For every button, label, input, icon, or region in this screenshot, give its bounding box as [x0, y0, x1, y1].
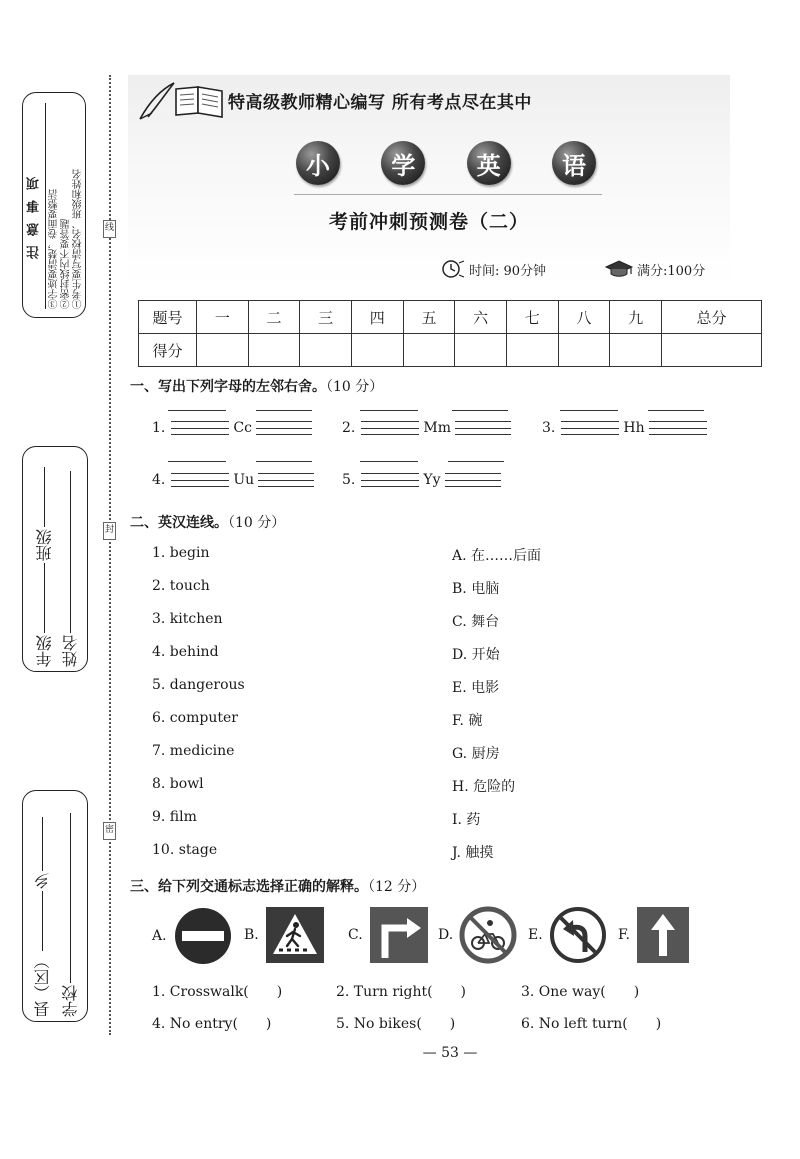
- traffic-signs: [152, 906, 712, 966]
- county-blank[interactable]: [42, 891, 43, 951]
- sign-letter: B.: [244, 927, 259, 943]
- match-right-item[interactable]: I. 药: [452, 812, 481, 828]
- score-table: [138, 300, 762, 367]
- letter-blank[interactable]: [168, 410, 226, 411]
- section3-title: [130, 876, 425, 896]
- section3-points: （12 分）: [368, 879, 426, 895]
- given-letter: Uu: [233, 472, 255, 488]
- given-letter: Cc: [233, 420, 252, 436]
- table-header-cell: 二: [248, 301, 300, 334]
- letter-blank[interactable]: [171, 473, 229, 487]
- grade-blank[interactable]: [44, 563, 45, 633]
- class-blank[interactable]: [44, 467, 45, 527]
- school-blank[interactable]: [70, 813, 71, 983]
- item-number: 2.: [342, 420, 356, 436]
- match-left-item[interactable]: 7. medicine: [152, 743, 235, 759]
- item-number: 3.: [542, 420, 556, 436]
- sign-c: [348, 906, 429, 964]
- exam-header: [128, 75, 730, 285]
- title-char: 英: [467, 141, 511, 185]
- school-field[interactable]: [59, 797, 82, 1017]
- match-left-item[interactable]: 3. kitchen: [152, 611, 223, 627]
- item-number: 5.: [342, 472, 356, 488]
- time-text: 时间: 90分钟: [469, 263, 547, 279]
- book-quill-icon: [136, 79, 226, 123]
- letter-blank[interactable]: [361, 421, 419, 435]
- table-header-cell: 八: [558, 301, 610, 334]
- match-left-item[interactable]: 10. stage: [152, 842, 218, 858]
- letter-item: [342, 470, 501, 490]
- letter-blank[interactable]: [361, 473, 419, 487]
- seal-mark: 封: [103, 522, 116, 540]
- score-cell[interactable]: [558, 334, 610, 367]
- section1-title-text: 一、写出下列字母的左邻右舍。: [130, 379, 326, 395]
- school-label: 学校: [61, 985, 80, 1017]
- section2-title: [130, 512, 285, 532]
- sign-question[interactable]: 1. Crosswalk( ): [152, 984, 283, 1000]
- letter-item: [152, 470, 314, 490]
- match-left-item[interactable]: 9. film: [152, 809, 197, 825]
- score-cell[interactable]: [300, 334, 352, 367]
- table-header-cell: 四: [351, 301, 403, 334]
- sign-e: [528, 906, 607, 964]
- score-info: [604, 259, 705, 279]
- score-cell[interactable]: [403, 334, 455, 367]
- time-info: [440, 259, 546, 279]
- clock-icon: [440, 259, 466, 279]
- sign-letter: A.: [152, 928, 167, 944]
- table-row: [139, 301, 762, 334]
- sign-question[interactable]: 4. No entry( ): [152, 1016, 272, 1032]
- score-cell[interactable]: [197, 334, 249, 367]
- exam-subtitle: 考前冲刺预测卷（二）: [328, 211, 529, 233]
- grade-label: 年级: [35, 635, 54, 667]
- match-left-item[interactable]: 2. touch: [152, 578, 210, 594]
- section1-title: [130, 376, 383, 396]
- given-letter: Yy: [423, 472, 441, 488]
- header-slogan: 特高级教师精心编写 所有考点尽在其中: [228, 93, 532, 113]
- table-header-cell: 三: [300, 301, 352, 334]
- letter-blank[interactable]: [171, 421, 229, 435]
- letter-blank[interactable]: [360, 461, 418, 462]
- sign-question[interactable]: 6. No left turn( ): [521, 1016, 662, 1032]
- turn-right-sign-icon: [369, 906, 429, 964]
- letter-blank[interactable]: [648, 410, 704, 411]
- given-letter: Hh: [623, 420, 645, 436]
- match-right-item[interactable]: E. 电影: [452, 680, 500, 696]
- sign-letter: E.: [528, 927, 543, 943]
- no-bikes-sign-icon: [459, 906, 517, 964]
- grade-class-field[interactable]: [33, 453, 56, 667]
- section1-points: （10 分）: [326, 379, 384, 395]
- table-header-cell: 题号: [139, 301, 197, 334]
- letter-blank[interactable]: [360, 410, 418, 411]
- item-number: 4.: [152, 472, 166, 488]
- table-row: [139, 334, 762, 367]
- letter-blank[interactable]: [445, 473, 501, 487]
- match-left-item[interactable]: 1. begin: [152, 545, 210, 561]
- match-right-item[interactable]: B. 电脑: [452, 581, 500, 597]
- seal-mark: 密: [103, 822, 116, 840]
- sign-b: [244, 906, 325, 964]
- letter-blank[interactable]: [256, 461, 312, 462]
- letter-blank[interactable]: [448, 461, 504, 462]
- town-label: 乡: [33, 873, 52, 889]
- notice-title: 注意事项: [27, 167, 42, 259]
- letter-item: [542, 418, 707, 438]
- sign-question[interactable]: 3. One way( ): [521, 984, 640, 1000]
- no-left-turn-sign-icon: [549, 906, 607, 964]
- page-number: — 53 —: [422, 1045, 478, 1061]
- sign-f: [618, 906, 690, 964]
- sign-question[interactable]: 5. No bikes( ): [336, 1016, 456, 1032]
- letter-blank[interactable]: [452, 410, 508, 411]
- one-way-sign-icon: [636, 906, 690, 964]
- letter-blank[interactable]: [560, 410, 618, 411]
- title-char: 小: [296, 141, 340, 185]
- notice-divider: [45, 103, 46, 309]
- match-left-item[interactable]: 4. behind: [152, 644, 219, 660]
- match-right-item[interactable]: J. 触摸: [452, 845, 494, 861]
- county-label: 县（区）: [33, 953, 52, 1017]
- title-char: 学: [381, 141, 425, 185]
- notice-item: ①考生要写清校名、班级和姓名: [73, 169, 84, 309]
- title-divider: [294, 194, 602, 195]
- match-right-item[interactable]: H. 危险的: [452, 779, 516, 795]
- score-row-label: 得分: [139, 334, 197, 367]
- sign-letter: F.: [618, 927, 630, 943]
- given-letter: Mm: [423, 420, 451, 436]
- table-header-cell: 七: [506, 301, 558, 334]
- graduation-cap-icon: [604, 259, 634, 279]
- score-cell[interactable]: [610, 334, 662, 367]
- notice-item: ③字迹要清楚，卷面要整洁: [49, 189, 60, 309]
- score-cell[interactable]: [661, 334, 761, 367]
- letter-blank[interactable]: [256, 421, 312, 435]
- sign-a: [152, 906, 233, 966]
- match-left-item[interactable]: 8. bowl: [152, 776, 204, 792]
- seal-mark: 线: [103, 220, 116, 238]
- name-blank[interactable]: [70, 471, 71, 633]
- match-right-item[interactable]: C. 舞台: [452, 614, 500, 630]
- letter-blank[interactable]: [256, 410, 312, 411]
- town-blank[interactable]: [42, 817, 43, 871]
- score-cell[interactable]: [455, 334, 507, 367]
- table-header-cell: 一: [197, 301, 249, 334]
- score-cell[interactable]: [248, 334, 300, 367]
- notice-box: [22, 92, 86, 318]
- notice-item: ②密封线内不要答题: [61, 219, 72, 309]
- section2-points: （10 分）: [228, 515, 286, 531]
- class-label: 班级: [35, 529, 54, 561]
- match-right-item[interactable]: D. 开始: [452, 647, 500, 663]
- letter-blank[interactable]: [258, 473, 314, 487]
- crosswalk-sign-icon: [265, 906, 325, 964]
- match-left-item[interactable]: 6. computer: [152, 710, 238, 726]
- letter-blank[interactable]: [455, 421, 511, 435]
- title-char: 语: [552, 141, 596, 185]
- letter-blank[interactable]: [168, 461, 226, 462]
- section3-title-text: 三、给下列交通标志选择正确的解释。: [130, 879, 368, 895]
- title-row: [296, 141, 596, 185]
- seal-line: [109, 75, 111, 1035]
- table-header-cell: 六: [455, 301, 507, 334]
- sign-letter: C.: [348, 927, 363, 943]
- score-cell[interactable]: [351, 334, 403, 367]
- match-right-item[interactable]: A. 在……后面: [452, 548, 542, 564]
- letter-item: [152, 418, 312, 438]
- county-town-field[interactable]: [31, 797, 54, 1017]
- sign-question[interactable]: 2. Turn right( ): [336, 984, 467, 1000]
- county-school-box: [22, 790, 88, 1022]
- letter-blank[interactable]: [649, 421, 707, 435]
- notice-list: [49, 103, 85, 309]
- table-header-cell: 总分: [661, 301, 761, 334]
- match-right-item[interactable]: F. 碗: [452, 713, 483, 729]
- section2-title-text: 二、英汉连线。: [130, 515, 228, 531]
- match-left-item[interactable]: 5. dangerous: [152, 677, 245, 693]
- letter-item: [342, 418, 511, 438]
- table-header-cell: 九: [610, 301, 662, 334]
- match-right-item[interactable]: G. 厨房: [452, 746, 500, 762]
- sign-letter: D.: [438, 927, 454, 943]
- sign-d: [438, 906, 517, 964]
- item-number: 1.: [152, 420, 166, 436]
- table-header-cell: 五: [403, 301, 455, 334]
- score-cell[interactable]: [506, 334, 558, 367]
- name-field[interactable]: [59, 453, 82, 667]
- name-label: 姓名: [61, 635, 80, 667]
- grade-class-name-box: [22, 446, 88, 672]
- no-entry-sign-icon: [173, 906, 233, 966]
- score-text: 满分:100分: [637, 263, 706, 279]
- letter-blank[interactable]: [561, 421, 619, 435]
